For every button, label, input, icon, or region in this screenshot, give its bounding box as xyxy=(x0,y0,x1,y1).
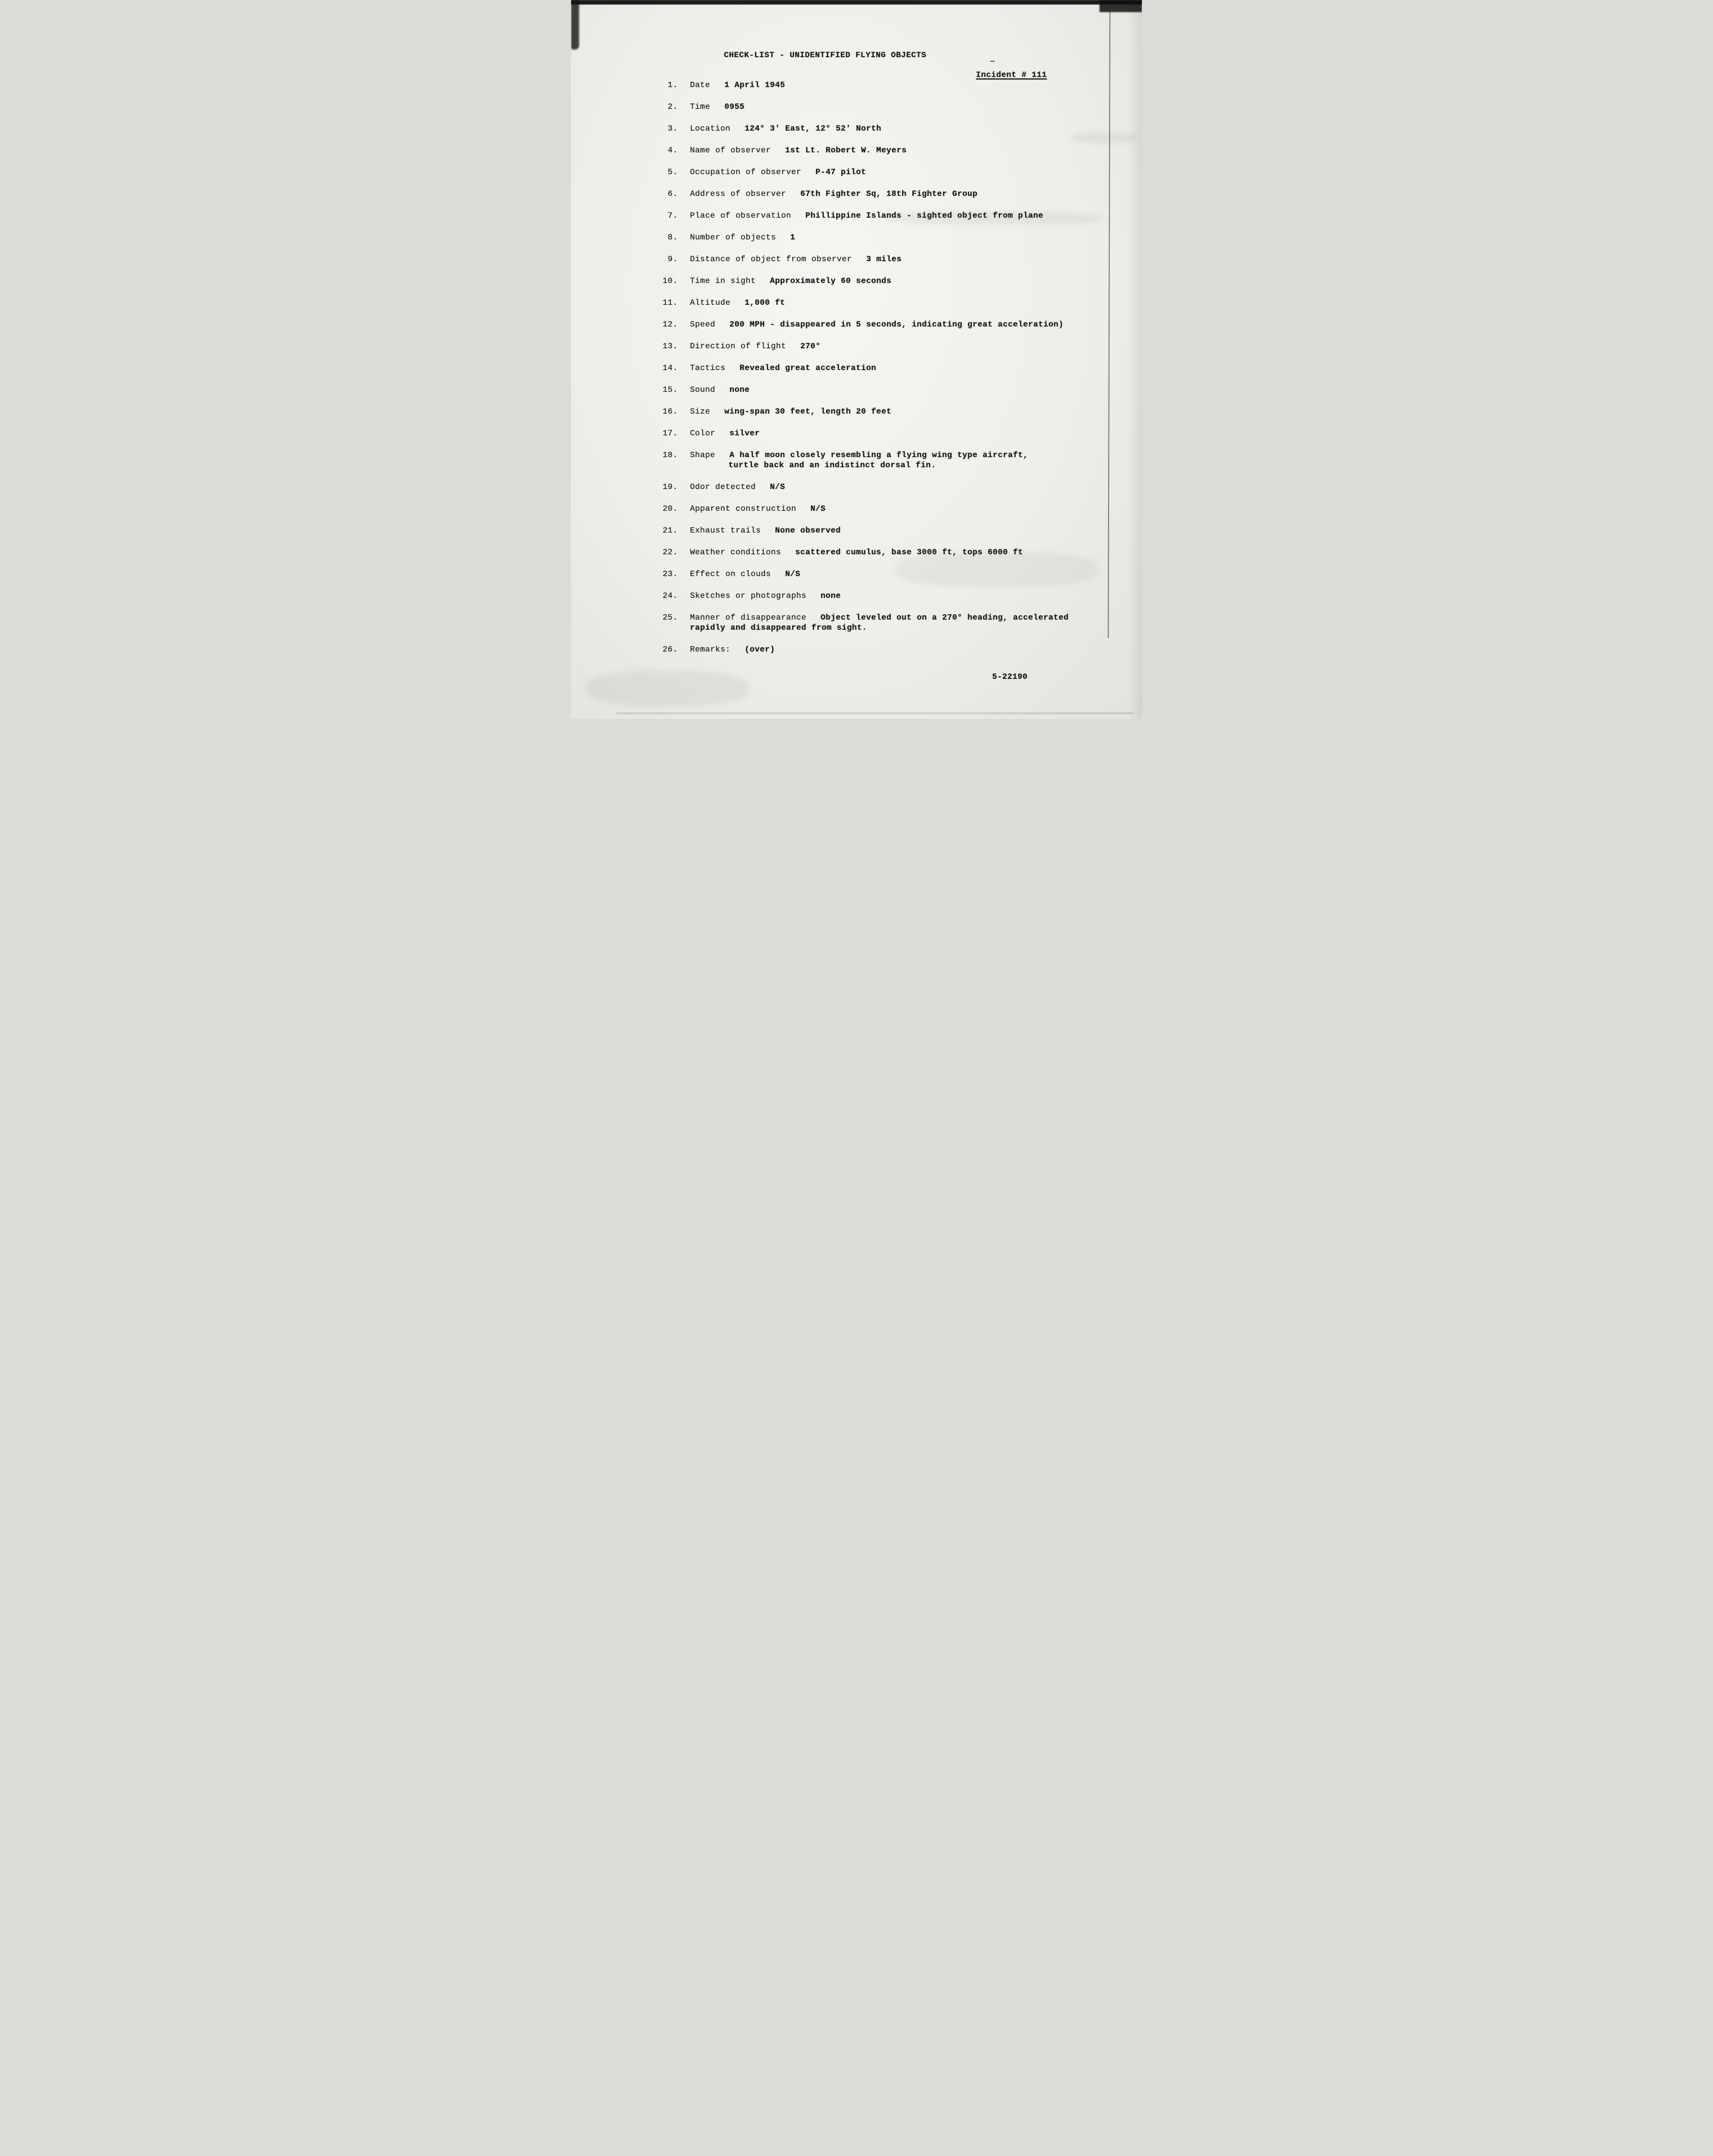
checklist-item xyxy=(655,232,1122,242)
item-body xyxy=(690,80,1122,90)
item-label: Altitude xyxy=(690,298,731,307)
item-number: 23. xyxy=(662,569,678,579)
scanned-document-page xyxy=(571,0,1142,719)
checklist-item xyxy=(655,428,1122,438)
item-number: 13. xyxy=(662,342,678,351)
item-body xyxy=(690,254,1122,264)
item-value: 1 xyxy=(790,233,796,242)
item-label: Address of observer xyxy=(690,189,787,198)
item-value: Approximately 60 seconds xyxy=(770,276,892,286)
item-body xyxy=(690,613,1122,633)
item-body xyxy=(690,145,1122,155)
item-body xyxy=(690,319,1122,330)
item-label: Apparent construction xyxy=(690,504,797,513)
item-label: Weather conditions xyxy=(690,548,782,557)
item-value: none xyxy=(729,385,750,394)
item-body xyxy=(690,232,1122,242)
item-label: Number of objects xyxy=(690,233,777,242)
item-body xyxy=(690,298,1122,308)
checklist-item xyxy=(655,102,1122,112)
checklist-item xyxy=(655,613,1122,633)
item-value: Revealed great acceleration xyxy=(740,363,877,373)
item-number: 2. xyxy=(667,102,678,111)
item-number: 16. xyxy=(662,407,678,416)
item-body xyxy=(690,644,1122,655)
item-number: 25. xyxy=(662,613,678,622)
checklist-item xyxy=(655,363,1122,373)
item-body xyxy=(690,102,1122,112)
item-number: 18. xyxy=(662,451,678,460)
item-value: 124° 3' East, 12° 52' North xyxy=(745,124,882,133)
item-value: N/S xyxy=(810,504,826,513)
incident-number: Incident # 111 xyxy=(976,70,1047,79)
item-label: Size xyxy=(690,407,711,416)
item-label: Exhaust trails xyxy=(690,526,761,535)
item-number: 24. xyxy=(662,591,678,600)
item-value: (over) xyxy=(745,645,776,654)
item-label: Speed xyxy=(690,320,716,329)
checklist-item xyxy=(655,385,1122,395)
checklist-item xyxy=(655,450,1122,470)
item-number: 12. xyxy=(662,320,678,329)
item-body xyxy=(690,525,1122,536)
item-value-continued: turtle back and an indistinct dorsal fin. xyxy=(728,461,936,470)
item-number: 21. xyxy=(662,526,678,535)
checklist-item xyxy=(655,525,1122,536)
checklist-item xyxy=(655,167,1122,177)
item-value: A half moon closely resembling a flying wing type aircraft, xyxy=(729,451,1029,460)
checklist xyxy=(655,80,1122,666)
checklist-item xyxy=(655,124,1122,134)
item-number: 6. xyxy=(667,189,678,198)
item-number: 20. xyxy=(662,504,678,513)
scan-edge-bottom-line xyxy=(617,713,1133,714)
item-body xyxy=(690,211,1122,221)
item-label: Occupation of observer xyxy=(690,168,802,177)
document-title: CHECK-LIST - UNIDENTIFIED FLYING OBJECTS xyxy=(724,51,927,60)
item-label: Color xyxy=(690,429,716,438)
item-body xyxy=(690,547,1122,557)
item-value: 67th Fighter Sq, 18th Fighter Group xyxy=(800,189,978,198)
item-number: 26. xyxy=(662,645,678,654)
checklist-item xyxy=(655,482,1122,492)
checklist-item xyxy=(655,254,1122,264)
item-number: 3. xyxy=(667,124,678,133)
item-number: 22. xyxy=(662,548,678,557)
item-body xyxy=(690,124,1122,134)
item-value: N/S xyxy=(785,569,801,579)
item-body xyxy=(690,341,1122,351)
item-value: 1st Lt. Robert W. Meyers xyxy=(785,146,907,155)
item-body xyxy=(690,428,1122,438)
item-body xyxy=(690,276,1122,286)
item-label: Tactics xyxy=(690,363,726,373)
item-number: 5. xyxy=(667,168,678,177)
item-label: Sound xyxy=(690,385,716,394)
item-number: 1. xyxy=(667,80,678,90)
item-body xyxy=(690,167,1122,177)
item-value: 0955 xyxy=(724,102,745,111)
checklist-item xyxy=(655,591,1122,601)
item-value: none xyxy=(821,591,841,600)
item-value: Object leveled out on a 270° heading, accelerated xyxy=(821,613,1069,622)
item-label: Odor detected xyxy=(690,482,756,492)
item-number: 9. xyxy=(667,255,678,264)
item-value: scattered cumulus, base 3000 ft, tops 6000 ft xyxy=(795,548,1024,557)
checklist-item xyxy=(655,644,1122,655)
item-number: 19. xyxy=(662,482,678,492)
item-number: 17. xyxy=(662,429,678,438)
checklist-item xyxy=(655,298,1122,308)
checklist-item xyxy=(655,145,1122,155)
checklist-item xyxy=(655,504,1122,514)
scan-edge-top xyxy=(571,0,1142,5)
item-label: Place of observation xyxy=(690,211,792,220)
item-value-continued: rapidly and disappeared from sight. xyxy=(690,623,868,632)
item-body xyxy=(690,385,1122,395)
item-number: 4. xyxy=(667,146,678,155)
item-label: Sketches or photographs xyxy=(690,591,807,600)
item-value: Phillippine Islands - sighted object from plane xyxy=(805,211,1044,220)
item-number: 15. xyxy=(662,385,678,394)
item-number: 7. xyxy=(667,211,678,220)
item-label: Remarks: xyxy=(690,645,731,654)
item-label: Time xyxy=(690,102,711,111)
checklist-item xyxy=(655,547,1122,557)
scan-corner-top-left-smudge xyxy=(571,0,579,50)
item-value: None observed xyxy=(775,526,841,535)
item-label: Manner of disappearance xyxy=(690,613,807,622)
checklist-item xyxy=(655,80,1122,90)
item-value: 3 miles xyxy=(866,255,902,264)
checklist-item xyxy=(655,211,1122,221)
item-value: 270° xyxy=(800,342,821,351)
checklist-item xyxy=(655,341,1122,351)
scan-smudge xyxy=(586,671,748,706)
item-value: N/S xyxy=(770,482,786,492)
checklist-item xyxy=(655,406,1122,417)
item-label: Distance of object from observer xyxy=(690,255,852,264)
item-body xyxy=(690,569,1122,579)
item-value: 1 April 1945 xyxy=(724,80,786,90)
item-body xyxy=(690,363,1122,373)
item-body xyxy=(690,504,1122,514)
item-value: P-47 pilot xyxy=(815,168,867,177)
item-value: 200 MPH - disappeared in 5 seconds, indicating great acceleration) xyxy=(729,320,1064,329)
item-body xyxy=(690,591,1122,601)
item-label: Location xyxy=(690,124,731,133)
checklist-item xyxy=(655,569,1122,579)
item-body xyxy=(690,450,1122,470)
item-number: 14. xyxy=(662,363,678,373)
item-value: silver xyxy=(729,429,760,438)
item-label: Effect on clouds xyxy=(690,569,771,579)
item-number: 8. xyxy=(667,233,678,242)
checklist-item xyxy=(655,189,1122,199)
item-body xyxy=(690,482,1122,492)
item-body xyxy=(690,189,1122,199)
item-label: Name of observer xyxy=(690,146,771,155)
item-value: 1,000 ft xyxy=(745,298,786,307)
item-label: Date xyxy=(690,80,711,90)
scan-edge-right-shade xyxy=(1128,0,1142,719)
item-value: wing-span 30 feet, length 20 feet xyxy=(724,407,892,416)
item-label: Shape xyxy=(690,451,716,460)
checklist-item xyxy=(655,319,1122,330)
stray-mark xyxy=(990,61,995,62)
item-number: 10. xyxy=(662,276,678,286)
footer-reference-code: 5-22190 xyxy=(992,672,1028,681)
item-label: Direction of flight xyxy=(690,342,787,351)
checklist-item xyxy=(655,276,1122,286)
item-number: 11. xyxy=(662,298,678,307)
item-body xyxy=(690,406,1122,417)
item-label: Time in sight xyxy=(690,276,756,286)
